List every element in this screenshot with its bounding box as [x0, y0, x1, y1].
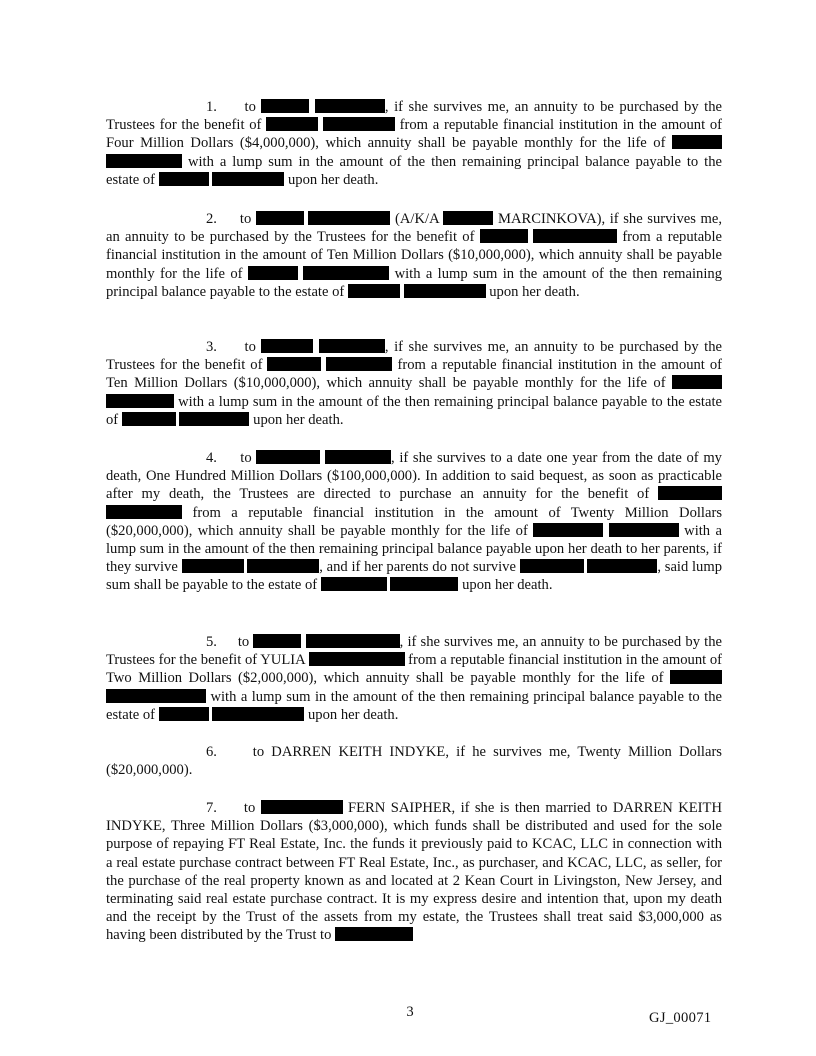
redaction-block: [261, 99, 309, 113]
paragraph-7: 7. to FERN SAIPHER, if she is then married to DARREN KEITH INDYKE, Three Million Dollars ($3,000,000), which funds shall be distributed and used for the sole purpose of repaying FT Real Estate, Inc. the funds it previously paid to KCAC, LLC in connection with a real estate purchase contract between FT Real Estate, Inc., as purchaser, and KCAC, LLC, as seller, for the purchase of the real property known as and located at 2 Kean Court in Livingston, New Jersey, and terminating said real estate purchase contract. It is my express desire and intention that, upon my death and the receipt by the Trust of the assets from my estate, the Trustees shall treat said $3,000,000 as having been distributed by the Trust to: [106, 800, 722, 944]
redaction-block: [261, 800, 343, 814]
redaction-block: [323, 117, 395, 131]
paragraph-4: 4. to , if she survives to a date one year from the date of my death, One Hundred Million Dollars ($100,000,000). In addition to said bequest, as soon as practicable after my death, the Trustees are directed to purchase an annuity for the benefit of from a reputable financial institution in the amount of Twenty Million Dollars ($20,000,000), which annuity shall be payable monthly for the life of with a lump sum in the amount of the then remaining principal balance payable upon her death to her parents, if they survive , and if her parents do not survive , said lump sum shall be payable to the estate of upon her death.: [106, 450, 723, 594]
redaction-block: [315, 99, 385, 113]
redaction-block: [308, 211, 390, 225]
redaction-block: [261, 339, 313, 353]
redaction-block: [348, 284, 400, 298]
redaction-block: [106, 689, 206, 703]
redaction-block: [658, 486, 722, 500]
redaction-block: [253, 634, 301, 648]
redaction-block: [212, 707, 304, 721]
redaction-block: [325, 450, 391, 464]
redaction-block: [672, 375, 722, 389]
redaction-block: [533, 229, 617, 243]
redaction-block: [212, 172, 284, 186]
paragraph-1: 1. to , if she survives me, an annuity to be purchased by the Trustees for the benefit of from a reputable financial institution in the amount of Four Million Dollars ($4,000,000), which annuity shall be payable monthly for the life of with a lump sum in the amount of the then remaining principal balance payable to the estate of upon her death.: [106, 99, 723, 188]
redaction-block: [106, 154, 182, 168]
paragraph-number: 6.: [206, 744, 217, 760]
redaction-block: [404, 284, 486, 298]
paragraph-number: 7.: [206, 800, 217, 816]
redaction-block: [319, 339, 385, 353]
redaction-block: [266, 117, 318, 131]
paragraph-5: 5. to , if she survives me, an annuity to be purchased by the Trustees for the benefit of YULIA from a reputable financial institution in the amount of Two Million Dollars ($2,000,000), which annuity shall be payable monthly for the life of with a lump sum in the amount of the then remaining principal balance payable to the estate of upon her death.: [106, 634, 722, 723]
paragraph-number: 4.: [206, 450, 217, 466]
redaction-block: [309, 652, 405, 666]
paragraph-number: 2.: [206, 211, 217, 227]
redaction-block: [670, 670, 722, 684]
redaction-block: [480, 229, 528, 243]
redaction-block: [106, 505, 182, 519]
redaction-block: [321, 577, 387, 591]
redaction-block: [390, 577, 458, 591]
redaction-block: [609, 523, 679, 537]
redaction-block: [587, 559, 657, 573]
redaction-block: [248, 266, 298, 280]
paragraph-number: 5.: [206, 634, 217, 650]
redaction-block: [672, 135, 722, 149]
bates-number: GJ_00071: [649, 1010, 712, 1026]
redaction-block: [533, 523, 603, 537]
redaction-block: [326, 357, 392, 371]
redaction-block: [182, 559, 244, 573]
redaction-block: [247, 559, 319, 573]
redaction-block: [306, 634, 400, 648]
paragraph-number: 3.: [206, 339, 217, 355]
redaction-block: [335, 927, 413, 941]
paragraph-6: 6. to DARREN KEITH INDYKE, if he survives me, Twenty Million Dollars ($20,000,000).: [106, 744, 722, 779]
redaction-block: [256, 211, 304, 225]
redaction-block: [303, 266, 389, 280]
redaction-block: [256, 450, 320, 464]
redaction-block: [179, 412, 249, 426]
redaction-block: [267, 357, 321, 371]
redaction-block: [520, 559, 584, 573]
redaction-block: [159, 172, 209, 186]
paragraph-3: 3. to , if she survives me, an annuity to be purchased by the Trustees for the benefit of from a reputable financial institution in the amount of Ten Million Dollars ($10,000,000), which annuity shall be payable monthly for the life of with a lump sum in the amount of the then remaining principal balance payable to the estate of upon her death.: [106, 339, 723, 428]
redaction-block: [159, 707, 209, 721]
paragraph-number: 1.: [206, 99, 217, 115]
paragraph-2: 2. to (A/K/A MARCINKOVA), if she survives me, an annuity to be purchased by the Trustees for the benefit of from a reputable financial institution in the amount of Ten Million Dollars ($10,000,000), which annuity shall be payable monthly for the life of with a lump sum in the amount of the then remaining principal balance payable to the estate of upon her death.: [106, 211, 723, 300]
redaction-block: [443, 211, 493, 225]
redaction-block: [106, 394, 174, 408]
page-number: 3: [406, 1004, 414, 1020]
redaction-block: [122, 412, 176, 426]
